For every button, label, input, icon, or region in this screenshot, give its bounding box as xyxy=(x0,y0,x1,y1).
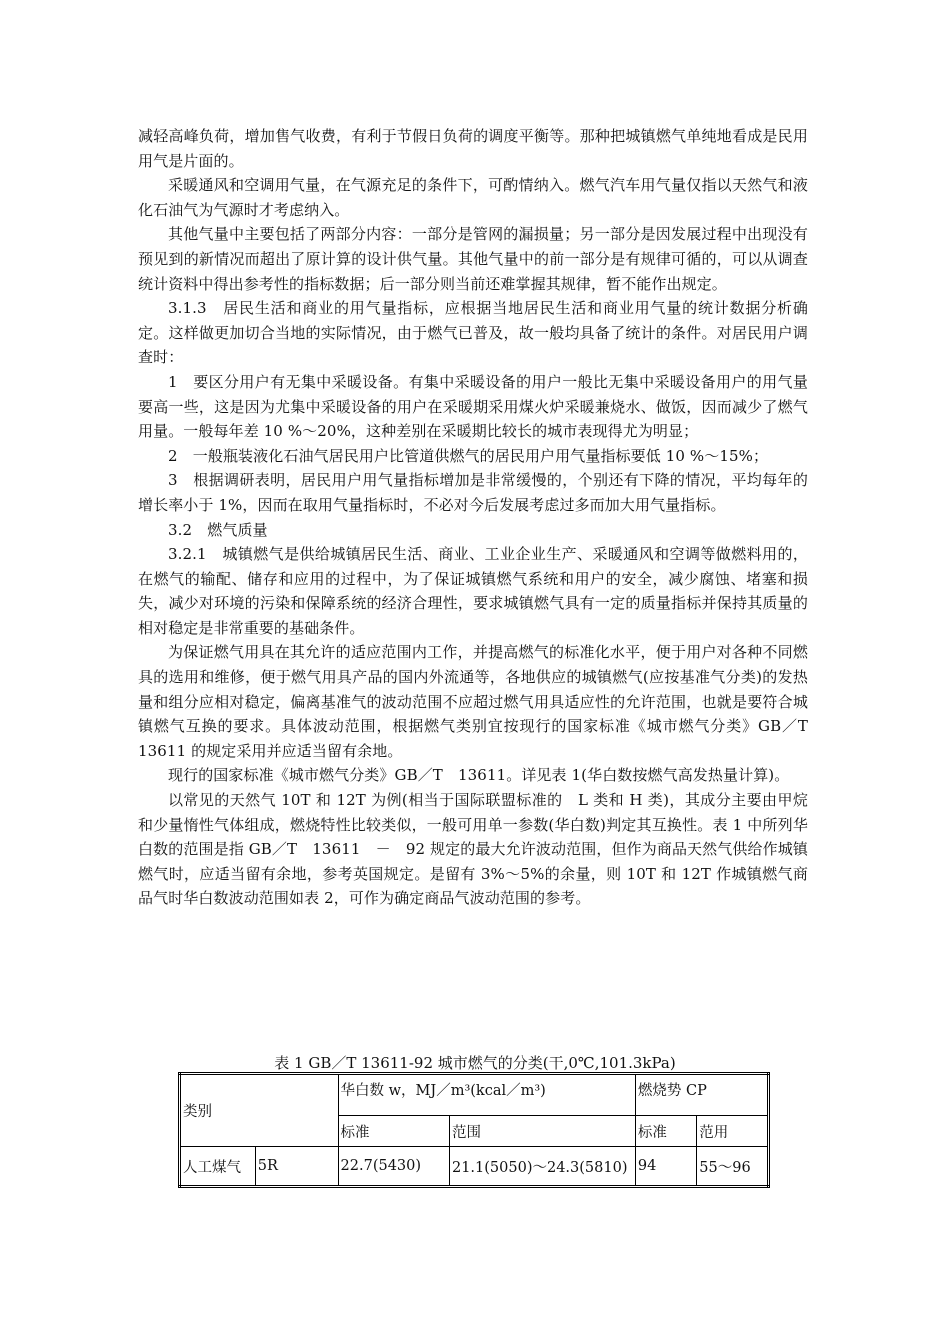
cell-wobbe-range: 21.1(5050)～24.3(5810) xyxy=(449,1147,635,1187)
cell-cp-standard: 94 xyxy=(635,1147,696,1187)
table-header-row xyxy=(180,1074,769,1116)
cell-cp-range: 55～96 xyxy=(697,1147,769,1187)
table-row xyxy=(180,1147,769,1187)
subheader-cp-standard: 标准 xyxy=(635,1116,696,1147)
paragraph: 为保证燃气用具在其允许的适应范围内工作，并提高燃气的标准化水平，便于用户对各种不同燃具的选用和维修，便于燃气用具产品的国内外流通等，各地供应的城镇燃气(应按基准气分类)的发热量和组分应相对稳定，偏离基准气的波动范围不应超过燃气用具适应性的允许范围，也就是要符合城镇燃气互换的要求。具体波动范围，根据燃气类别宜按现行的国家标准《城市燃气分类》GB／T 13611 的规定采用并应适当留有余地。 xyxy=(138,643,808,760)
subheader-cp-range: 范用 xyxy=(697,1116,769,1147)
cell-wobbe-standard: 22.7(5430) xyxy=(338,1147,449,1187)
section-heading-3-2: 3.2 燃气质量 xyxy=(168,520,268,539)
paragraph: 以常见的天然气 10T 和 12T 为例(相当于国际联盟标准的 L 类和 H 类)，其成分主要由甲烷和少量惰性气体组成，燃烧特性比较类似，一般可用单一参数(华白数)判定其互换性。表 1 中所列华白数的范围是指 GB／T 13611 － 92 规定的最大允许波动范围，但作为商品天然气供给作城镇燃气时，应适当留有余地，参考英国规定。是留有 3%～5%的余量，则 10T 和 12T 作城镇燃气商品气时华白数波动范围如表 2，可作为确定商品气波动范围的参考。 xyxy=(138,791,808,908)
gas-classification-table xyxy=(178,1072,770,1188)
cell-category: 人工煤气 xyxy=(180,1147,256,1187)
paragraph: 采暖通风和空调用气量，在气源充足的条件下，可酌情纳入。燃气汽车用气量仅指以天然气和液化石油气为气源时才考虑纳入。 xyxy=(138,176,808,219)
table-caption: 表 1 GB／T 13611-92 城市燃气的分类(干,0℃,101.3kPa) xyxy=(274,1054,676,1072)
paragraph: 其他气量中主要包括了两部分内容：一部分是管网的漏损量；另一部分是因发展过程中出现没有预见到的新情况而超出了原计算的设计供气量。其他气量中的前一部分是有规律可循的，可以从调查统计资料中得出参考性的指标数据；后一部分则当前还难掌握其规律，暂不能作出规定。 xyxy=(138,225,808,293)
subheader-range: 范围 xyxy=(449,1116,635,1147)
header-category: 类别 xyxy=(180,1074,339,1147)
body-text xyxy=(138,124,808,911)
section-3-1-3: 3.1.3 居民生活和商业的用气量指标，应根据当地居民生活和商业用气量的统计数据分析确定。这样做更加切合当地的实际情况，由于燃气已普及，故一般均具备了统计的条件。对居民用户调查时： xyxy=(138,299,808,367)
section-3-2-1: 3.2.1 城镇燃气是供给城镇居民生活、商业、工业企业生产、采暖通风和空调等做燃料用的，在燃气的输配、储存和应用的过程中，为了保证城镇燃气系统和用户的安全，减少腐蚀、堵塞和损失，减少对环境的污染和保障系统的经济合理性，要求城镇燃气具有一定的质量指标并保持其质量的相对稳定是非常重要的基础条件。 xyxy=(138,545,808,637)
paragraph: 现行的国家标准《城市燃气分类》GB／T 13611。详见表 1(华白数按燃气高发热量计算)。 xyxy=(168,766,790,785)
list-item-1: 1 要区分用户有无集中采暖设备。有集中采暖设备的用户一般比无集中采暖设备用户的用气量要高一些，这是因为尤集中采暖设备的用户在采暖期采用煤火炉采暖兼烧水、做饭，因而减少了燃气用量。一般每年差 10 %～20%，这种差别在采暖期比较长的城市表现得尤为明显； xyxy=(138,372,808,441)
subheader-standard: 标准 xyxy=(338,1116,449,1147)
list-item-2: 2 一般瓶装液化石油气居民用户比管道供燃气的居民用户用气量指标要低 10 %～15%； xyxy=(168,446,769,465)
paragraph: 减轻高峰负荷，增加售气收费，有利于节假日负荷的调度平衡等。那种把城镇燃气单纯地看成是民用用气是片面的。 xyxy=(138,127,808,170)
header-wobbe-index: 华白数 w，MJ／m³(kcal／m³) xyxy=(338,1074,635,1116)
header-combustion-potential: 燃烧势 CP xyxy=(635,1074,768,1116)
list-item-3: 3 根据调研表明，居民用户用气量指标增加是非常缓慢的，个别还有下降的情况，平均每年的增长率小于 1%，因而在取用气量指标时，不必对今后发展考虑过多而加大用气量指标。 xyxy=(138,471,808,514)
cell-code: 5R xyxy=(255,1147,338,1187)
